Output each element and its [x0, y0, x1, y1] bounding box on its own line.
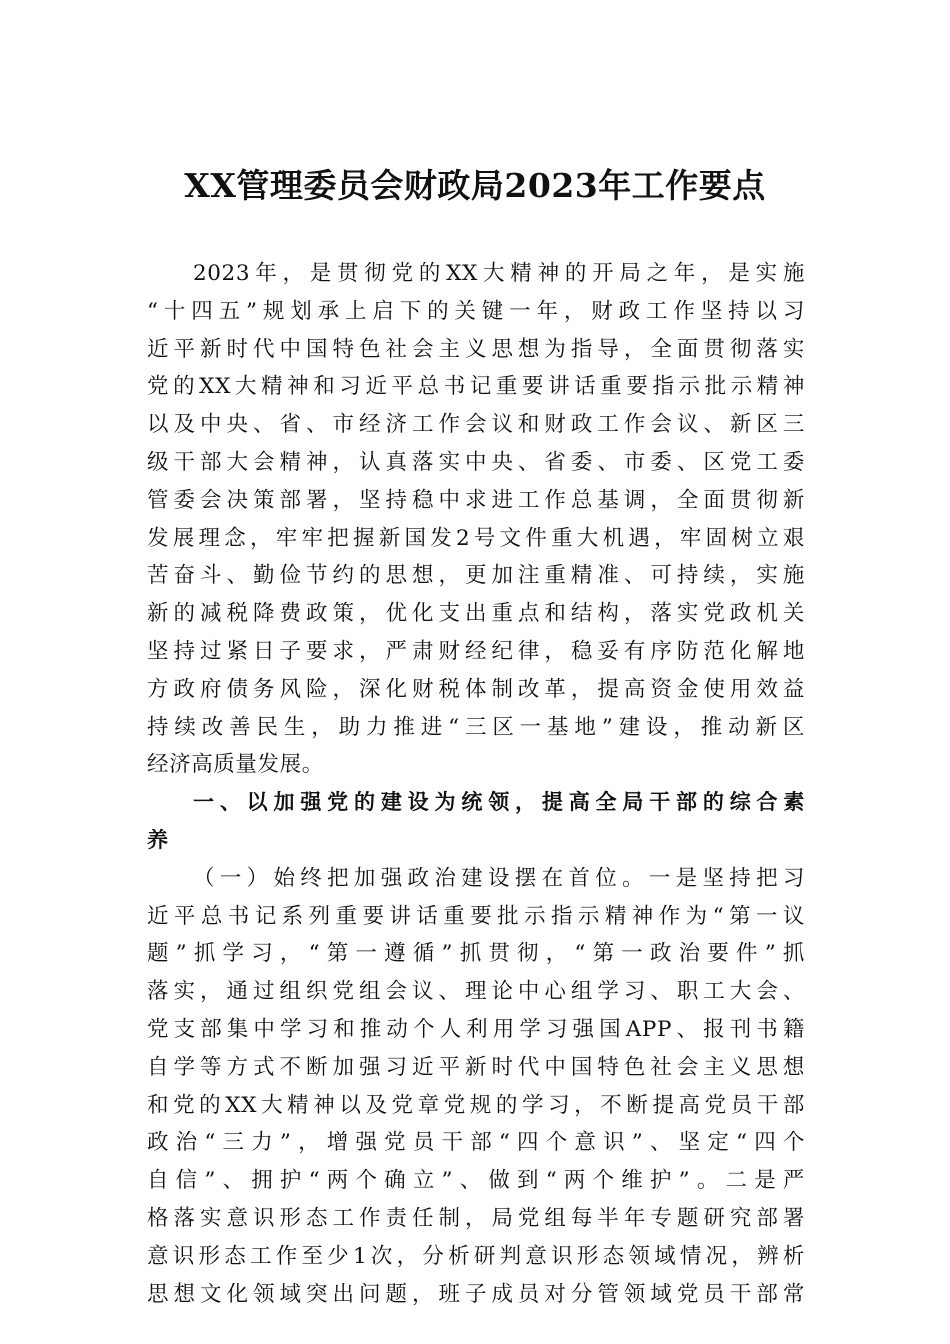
paragraph-line: 方政府债务风险，深化财税体制改革，提高资金使用效益 — [147, 676, 805, 702]
document-body — [147, 255, 805, 1313]
paragraph-line: 管委会决策部署，坚持稳中求进工作总基调，全面贯彻新 — [147, 487, 805, 513]
paragraph-line: 新的减税降费政策，优化支出重点和结构，落实党政机关 — [147, 601, 805, 627]
paragraph-line: 坚持过紧日子要求，严肃财经纪律，稳妥有序防范化解地 — [147, 638, 805, 664]
paragraph-line: 苦奋斗、勤俭节约的思想，更加注重精准、可持续，实施 — [147, 563, 805, 589]
intro-paragraph — [147, 255, 805, 784]
section-heading — [147, 784, 805, 860]
paragraph-line: 近平总书记系列重要讲话重要批示指示精神作为“第一议 — [147, 903, 805, 929]
paragraph-line: （一）始终把加强政治建设摆在首位。一是坚持把习 — [193, 865, 805, 891]
paragraph-line: 党支部集中学习和推动个人利用学习强国APP、报刊书籍 — [147, 1016, 805, 1042]
paragraph-line: 自信”、拥护“两个确立”、做到“两个维护”。二是严 — [147, 1168, 805, 1194]
paragraph-line: 2023年，是贯彻党的XX大精神的开局之年，是实施 — [193, 261, 805, 286]
paragraph-line: 自学等方式不断加强习近平新时代中国特色社会主义思想 — [147, 1054, 805, 1080]
heading-line: 一、以加强党的建设为统领，提高全局干部的综合素 — [193, 790, 805, 815]
paragraph-line: 近平新时代中国特色社会主义思想为指导，全面贯彻落实 — [147, 336, 805, 362]
heading-line: 养 — [147, 827, 169, 852]
paragraph-line: 经济高质量发展。 — [147, 752, 324, 778]
paragraph-line: 和党的XX大精神以及党章党规的学习，不断提高党员干部 — [147, 1092, 805, 1118]
paragraph-line: 以及中央、省、市经济工作会议和财政工作会议、新区三 — [147, 412, 805, 438]
paragraph-line: 意识形态工作至少1次，分析研判意识形态领域情况，辨析 — [147, 1243, 805, 1269]
paragraph-line: 落实，通过组织党组会议、理论中心组学习、职工大会、 — [147, 979, 805, 1005]
paragraph-line: 级干部大会精神，认真落实中央、省委、市委、区党工委 — [147, 449, 805, 475]
document-title: XX管理委员会财政局2023年工作要点 — [184, 166, 766, 205]
paragraph-line: 思想文化领域突出问题，班子成员对分管领域党员干部常 — [147, 1281, 805, 1307]
paragraph-line: 格落实意识形态工作责任制，局党组每半年专题研究部署 — [147, 1205, 805, 1231]
paragraph-line: 政治“三力”，增强党员干部“四个意识”、坚定“四个 — [147, 1130, 805, 1156]
subsection-paragraph — [147, 860, 805, 1314]
paragraph-line: “十四五”规划承上启下的关键一年，财政工作坚持以习 — [147, 298, 805, 324]
paragraph-line: 题”抓学习，“第一遵循”抓贯彻，“第一政治要件”抓 — [147, 941, 805, 967]
paragraph-line: 党的XX大精神和习近平总书记重要讲话重要指示批示精神 — [147, 374, 805, 400]
paragraph-line: 发展理念，牢牢把握新国发2号文件重大机遇，牢固树立艰 — [147, 525, 805, 551]
paragraph-line: 持续改善民生，助力推进“三区一基地”建设，推动新区 — [147, 714, 805, 740]
